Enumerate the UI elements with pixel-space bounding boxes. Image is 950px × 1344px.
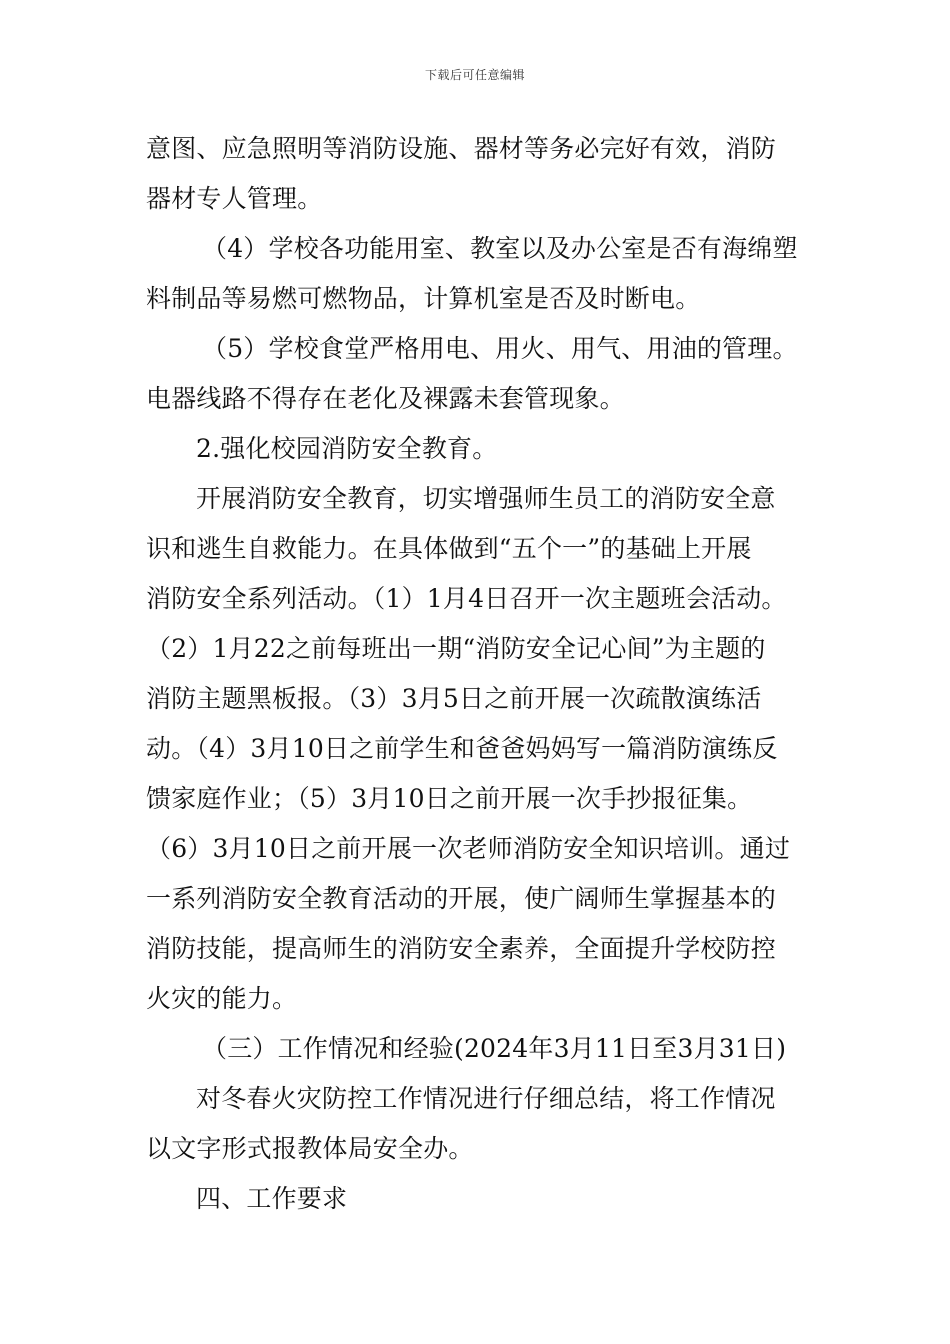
- document-body: [146, 124, 810, 1224]
- text-line: 一系列消防安全教育活动的开展，使广阔师生掌握基本的: [146, 884, 777, 913]
- text-line: （5）学校食堂严格用电、用火、用气、用油的管理。: [202, 334, 798, 363]
- text-line: 动。（4）3月10日之前学生和爸爸妈妈写一篇消防演练反: [146, 734, 778, 763]
- text-line: （2）1月22之前每班出一期“消防安全记心间”为主题的: [146, 634, 766, 663]
- text-line: 馈家庭作业；（5）3月10日之前开展一次手抄报征集。: [146, 784, 753, 813]
- text-line: （4）学校各功能用室、教室以及办公室是否有海绵塑: [202, 234, 798, 263]
- text-line: 火灾的能力。: [146, 984, 298, 1013]
- page-header: 下载后可任意编辑: [424, 68, 525, 82]
- text-line: 消防安全系列活动。（1）1月4日召开一次主题班会活动。: [146, 584, 787, 613]
- text-line: 开展消防安全教育，切实增强师生员工的消防安全意: [196, 484, 776, 513]
- text-line: 意图、应急照明等消防设施、器材等务必完好有效，消防: [146, 134, 777, 163]
- text-line: 对冬春火灾防控工作情况进行仔细总结，将工作情况: [196, 1084, 776, 1113]
- text-line: 器材专人管理。: [146, 184, 323, 213]
- text-line: 消防技能，提高师生的消防安全素养，全面提升学校防控: [146, 934, 777, 963]
- text-line: 识和逃生自救能力。在具体做到“五个一”的基础上开展: [146, 534, 752, 563]
- text-line: 消防主题黑板报。（3）3月5日之前开展一次疏散演练活: [146, 684, 762, 713]
- text-line: 料制品等易燃可燃物品，计算机室是否及时断电。: [146, 284, 701, 313]
- section-heading: 四、工作要求: [196, 1184, 348, 1213]
- text-line: （6）3月10日之前开展一次老师消防安全知识培训。通过: [146, 834, 791, 863]
- section-heading: 2.强化校园消防安全教育。: [196, 434, 498, 463]
- text-line: 以文字形式报教体局安全办。: [146, 1134, 474, 1163]
- text-line: 电器线路不得存在老化及裸露未套管现象。: [146, 384, 625, 413]
- section-heading: （三）工作情况和经验(2024年3月11日至3月31日): [202, 1034, 787, 1063]
